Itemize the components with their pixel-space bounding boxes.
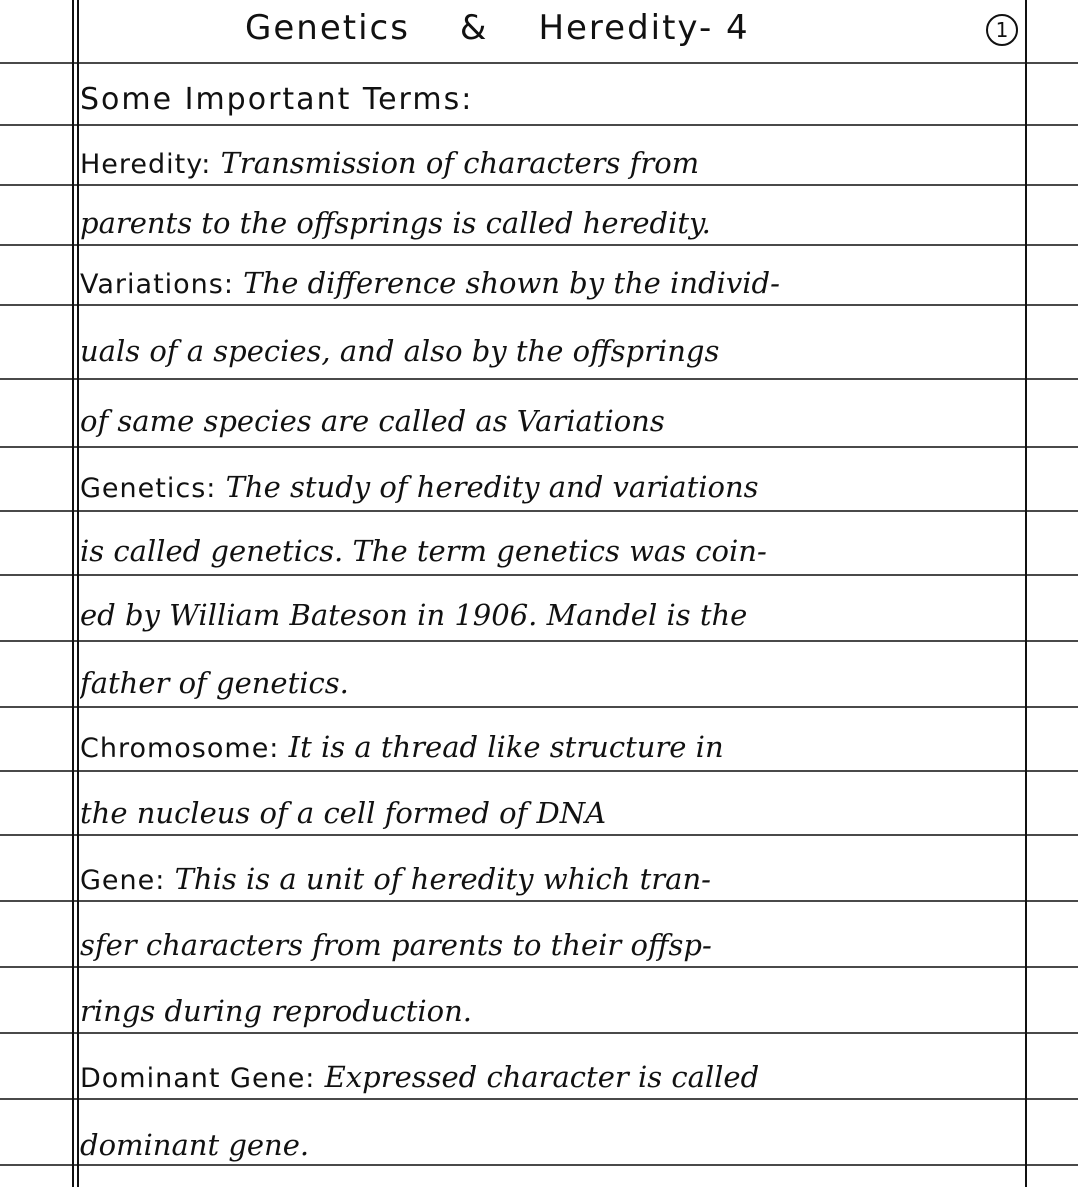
ruled-line [0,184,1078,186]
line-text: father of genetics. [80,666,349,700]
ruled-line [0,1098,1078,1100]
term-label: Variations: [80,269,234,300]
line-text: Expressed character is called [315,1060,760,1094]
line-text: of same species are called as Variations [80,404,665,438]
ruled-line [0,124,1078,126]
term-label: Gene: [80,865,166,896]
title-ampersand: & [459,8,489,48]
ruled-line [0,446,1078,448]
ruled-line [0,834,1078,836]
text-line [80,146,1015,180]
page-number: 1 [986,14,1018,46]
text-line [80,730,1015,764]
term-label: Genetics: [80,473,217,504]
text-line [80,266,1015,300]
ruled-line [0,244,1078,246]
left-margin-line [77,0,79,1187]
ruled-line [0,706,1078,708]
text-line [80,928,1015,962]
title-left: Genetics [245,8,410,48]
right-margin-line [1025,0,1027,1187]
text-line [80,862,1015,896]
ruled-line [0,640,1078,642]
line-text: The study of heredity and variations [216,470,759,504]
term-label: Dominant Gene: [80,1063,316,1094]
ruled-line [0,304,1078,306]
line-text: parents to the offsprings is called heredity. [80,206,711,240]
term-label: Heredity: [80,149,212,180]
ruled-line [0,900,1078,902]
ruled-line [0,378,1078,380]
term-label: Chromosome: [80,733,280,764]
line-text: the nucleus of a cell formed of DNA [80,796,607,830]
text-line [80,334,1015,368]
ruled-line [0,574,1078,576]
line-text: It is a thread like structure in [279,730,724,764]
line-text: is called genetics. The term genetics was coin- [80,534,767,568]
line-text: The difference shown by the individ- [233,266,780,300]
text-line [80,470,1015,504]
line-text: dominant gene. [80,1128,310,1162]
text-line [80,598,1015,632]
text-line [80,1060,1015,1094]
line-text: sfer characters from parents to their offsp- [80,928,712,962]
ruled-line [0,1164,1078,1166]
text-line [80,206,1015,240]
ruled-line [0,510,1078,512]
section-heading: Some Important Terms: [80,82,474,117]
line-text: This is a unit of heredity which tran- [165,862,711,896]
line-text: Transmission of characters from [211,146,700,180]
text-line [80,994,1015,1028]
text-line [80,1128,1015,1162]
title-right: Heredity- 4 [538,8,750,48]
line-text: uals of a species, and also by the offsprings [80,334,720,368]
text-line [80,796,1015,830]
left-margin-line [72,0,74,1187]
text-line [80,534,1015,568]
ruled-line [0,966,1078,968]
text-line [80,666,1015,700]
page-title [245,8,750,48]
ruled-line [0,1032,1078,1034]
line-text: ed by William Bateson in 1906. Mandel is the [80,598,748,632]
ruled-line [0,770,1078,772]
text-line [80,404,1015,438]
line-text: rings during reproduction. [80,994,472,1028]
ruled-line [0,62,1078,64]
